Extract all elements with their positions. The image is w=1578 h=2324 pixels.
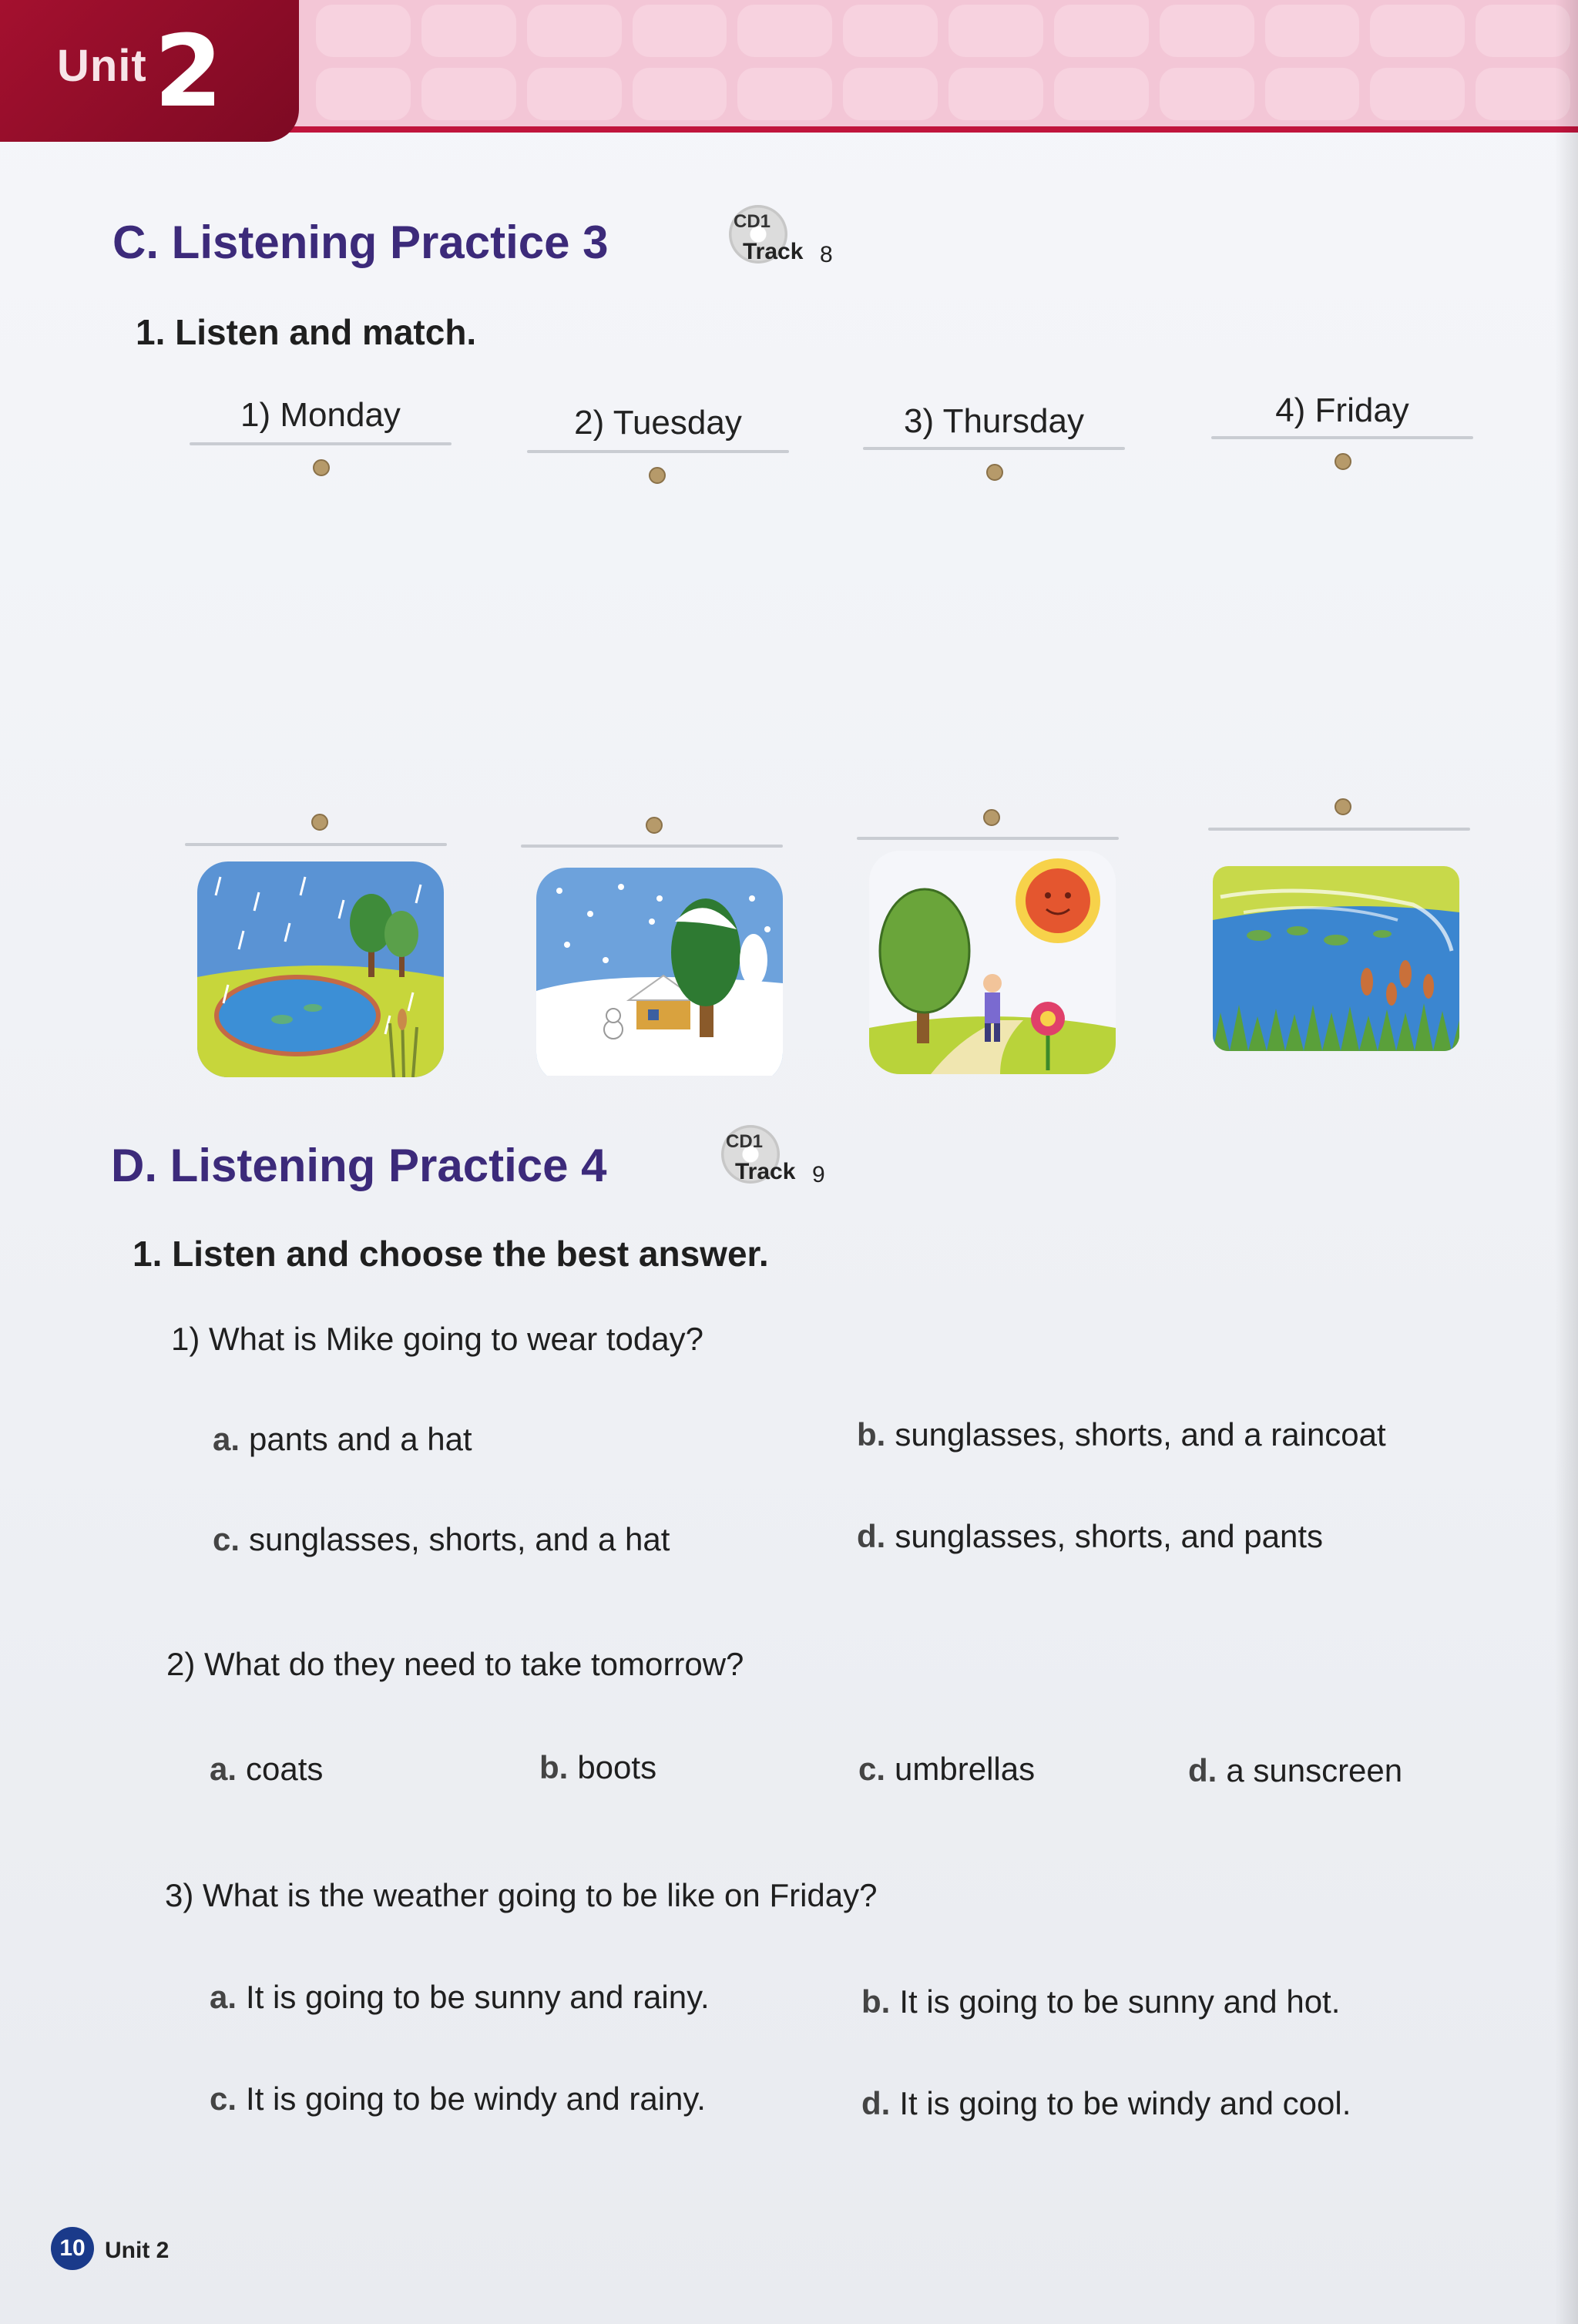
page-number-badge: 10 (51, 2227, 94, 2270)
day-label-thursday: 3) Thursday (904, 402, 1084, 440)
option-text: a sunscreen (1226, 1752, 1403, 1788)
track-number: 9 (812, 1162, 825, 1187)
cd-label: CD1 (734, 211, 771, 232)
section-d-title: D. Listening Practice 4 (111, 1140, 607, 1191)
match-dot[interactable] (313, 459, 330, 476)
option-letter: b. (857, 1416, 886, 1452)
option-text: It is going to be windy and cool. (899, 2085, 1351, 2121)
footer-unit-label: Unit 2 (105, 2238, 170, 2263)
option-letter: b. (539, 1749, 569, 1785)
match-dot[interactable] (983, 809, 1000, 826)
day-label-tuesday: 2) Tuesday (574, 404, 742, 442)
question-2: 2) What do they need to take tomorrow? (166, 1646, 744, 1682)
track-number: 8 (820, 242, 833, 267)
option-letter: a. (213, 1421, 240, 1457)
question-3: 3) What is the weather going to be like on Friday? (165, 1877, 878, 1913)
page-edge-shadow (1555, 0, 1578, 2324)
day-label-monday: 1) Monday (240, 396, 401, 434)
answer-line (190, 442, 452, 445)
option-text: sunglasses, shorts, and a hat (249, 1521, 670, 1557)
option-letter: d. (861, 2085, 891, 2121)
unit-tab (0, 0, 299, 142)
section-c-instruction: 1. Listen and match. (136, 312, 477, 352)
option-2a[interactable] (210, 1751, 323, 1788)
option-1a[interactable] (213, 1421, 472, 1458)
unit-number: 2 (154, 15, 223, 129)
answer-line (1211, 436, 1473, 439)
track-label: Track (735, 1159, 796, 1184)
windy-pond-icon (1213, 866, 1459, 1051)
match-dot[interactable] (986, 464, 1003, 481)
answer-line (527, 450, 789, 453)
track-label: Track (743, 239, 804, 264)
option-1b[interactable] (857, 1416, 1386, 1453)
option-1c[interactable] (213, 1521, 670, 1558)
option-text: pants and a hat (249, 1421, 472, 1457)
option-letter: c. (210, 2081, 237, 2117)
option-3a[interactable] (210, 1979, 710, 2016)
sunny-tree-icon (869, 851, 1116, 1074)
match-dot[interactable] (646, 817, 663, 834)
option-2b[interactable] (539, 1749, 656, 1786)
option-text: It is going to be windy and rainy. (246, 2081, 706, 2117)
option-letter: c. (858, 1751, 886, 1787)
option-letter: a. (210, 1751, 237, 1787)
option-letter: d. (857, 1518, 886, 1554)
option-2c[interactable] (858, 1751, 1035, 1788)
match-dot[interactable] (311, 814, 328, 831)
option-text: umbrellas (895, 1751, 1036, 1787)
option-letter: d. (1188, 1752, 1217, 1788)
cd-label: CD1 (726, 1131, 764, 1152)
section-c-title: C. Listening Practice 3 (112, 217, 609, 268)
cd-track-badge-c (729, 205, 852, 274)
option-text: boots (577, 1749, 657, 1785)
match-dot[interactable] (649, 467, 666, 484)
unit-label: Unit (57, 41, 147, 91)
option-text: It is going to be sunny and hot. (899, 1983, 1341, 2020)
picture-line (1208, 828, 1470, 831)
option-3b[interactable] (861, 1983, 1340, 2020)
picture-line (857, 837, 1119, 840)
rainy-pond-icon (197, 861, 444, 1077)
option-3c[interactable] (210, 2081, 706, 2117)
cd-track-badge-d (721, 1125, 844, 1194)
option-text: coats (246, 1751, 324, 1787)
answer-line (863, 447, 1125, 450)
question-1: 1) What is Mike going to wear today? (171, 1321, 703, 1357)
option-text: It is going to be sunny and rainy. (246, 1979, 710, 2015)
header-tiles (308, 5, 1578, 120)
option-letter: b. (861, 1983, 891, 2020)
option-2d[interactable] (1188, 1752, 1402, 1789)
day-label-friday: 4) Friday (1275, 391, 1409, 429)
picture-line (521, 845, 783, 848)
match-dot[interactable] (1335, 453, 1351, 470)
picture-line (185, 843, 447, 846)
snowy-house-icon (536, 868, 783, 1083)
option-letter: c. (213, 1521, 240, 1557)
option-text: sunglasses, shorts, and a raincoat (895, 1416, 1386, 1452)
option-text: sunglasses, shorts, and pants (895, 1518, 1323, 1554)
section-d-instruction: 1. Listen and choose the best answer. (133, 1234, 769, 1274)
option-letter: a. (210, 1979, 237, 2015)
match-dot[interactable] (1335, 798, 1351, 815)
option-1d[interactable] (857, 1518, 1323, 1555)
option-3d[interactable] (861, 2085, 1351, 2122)
